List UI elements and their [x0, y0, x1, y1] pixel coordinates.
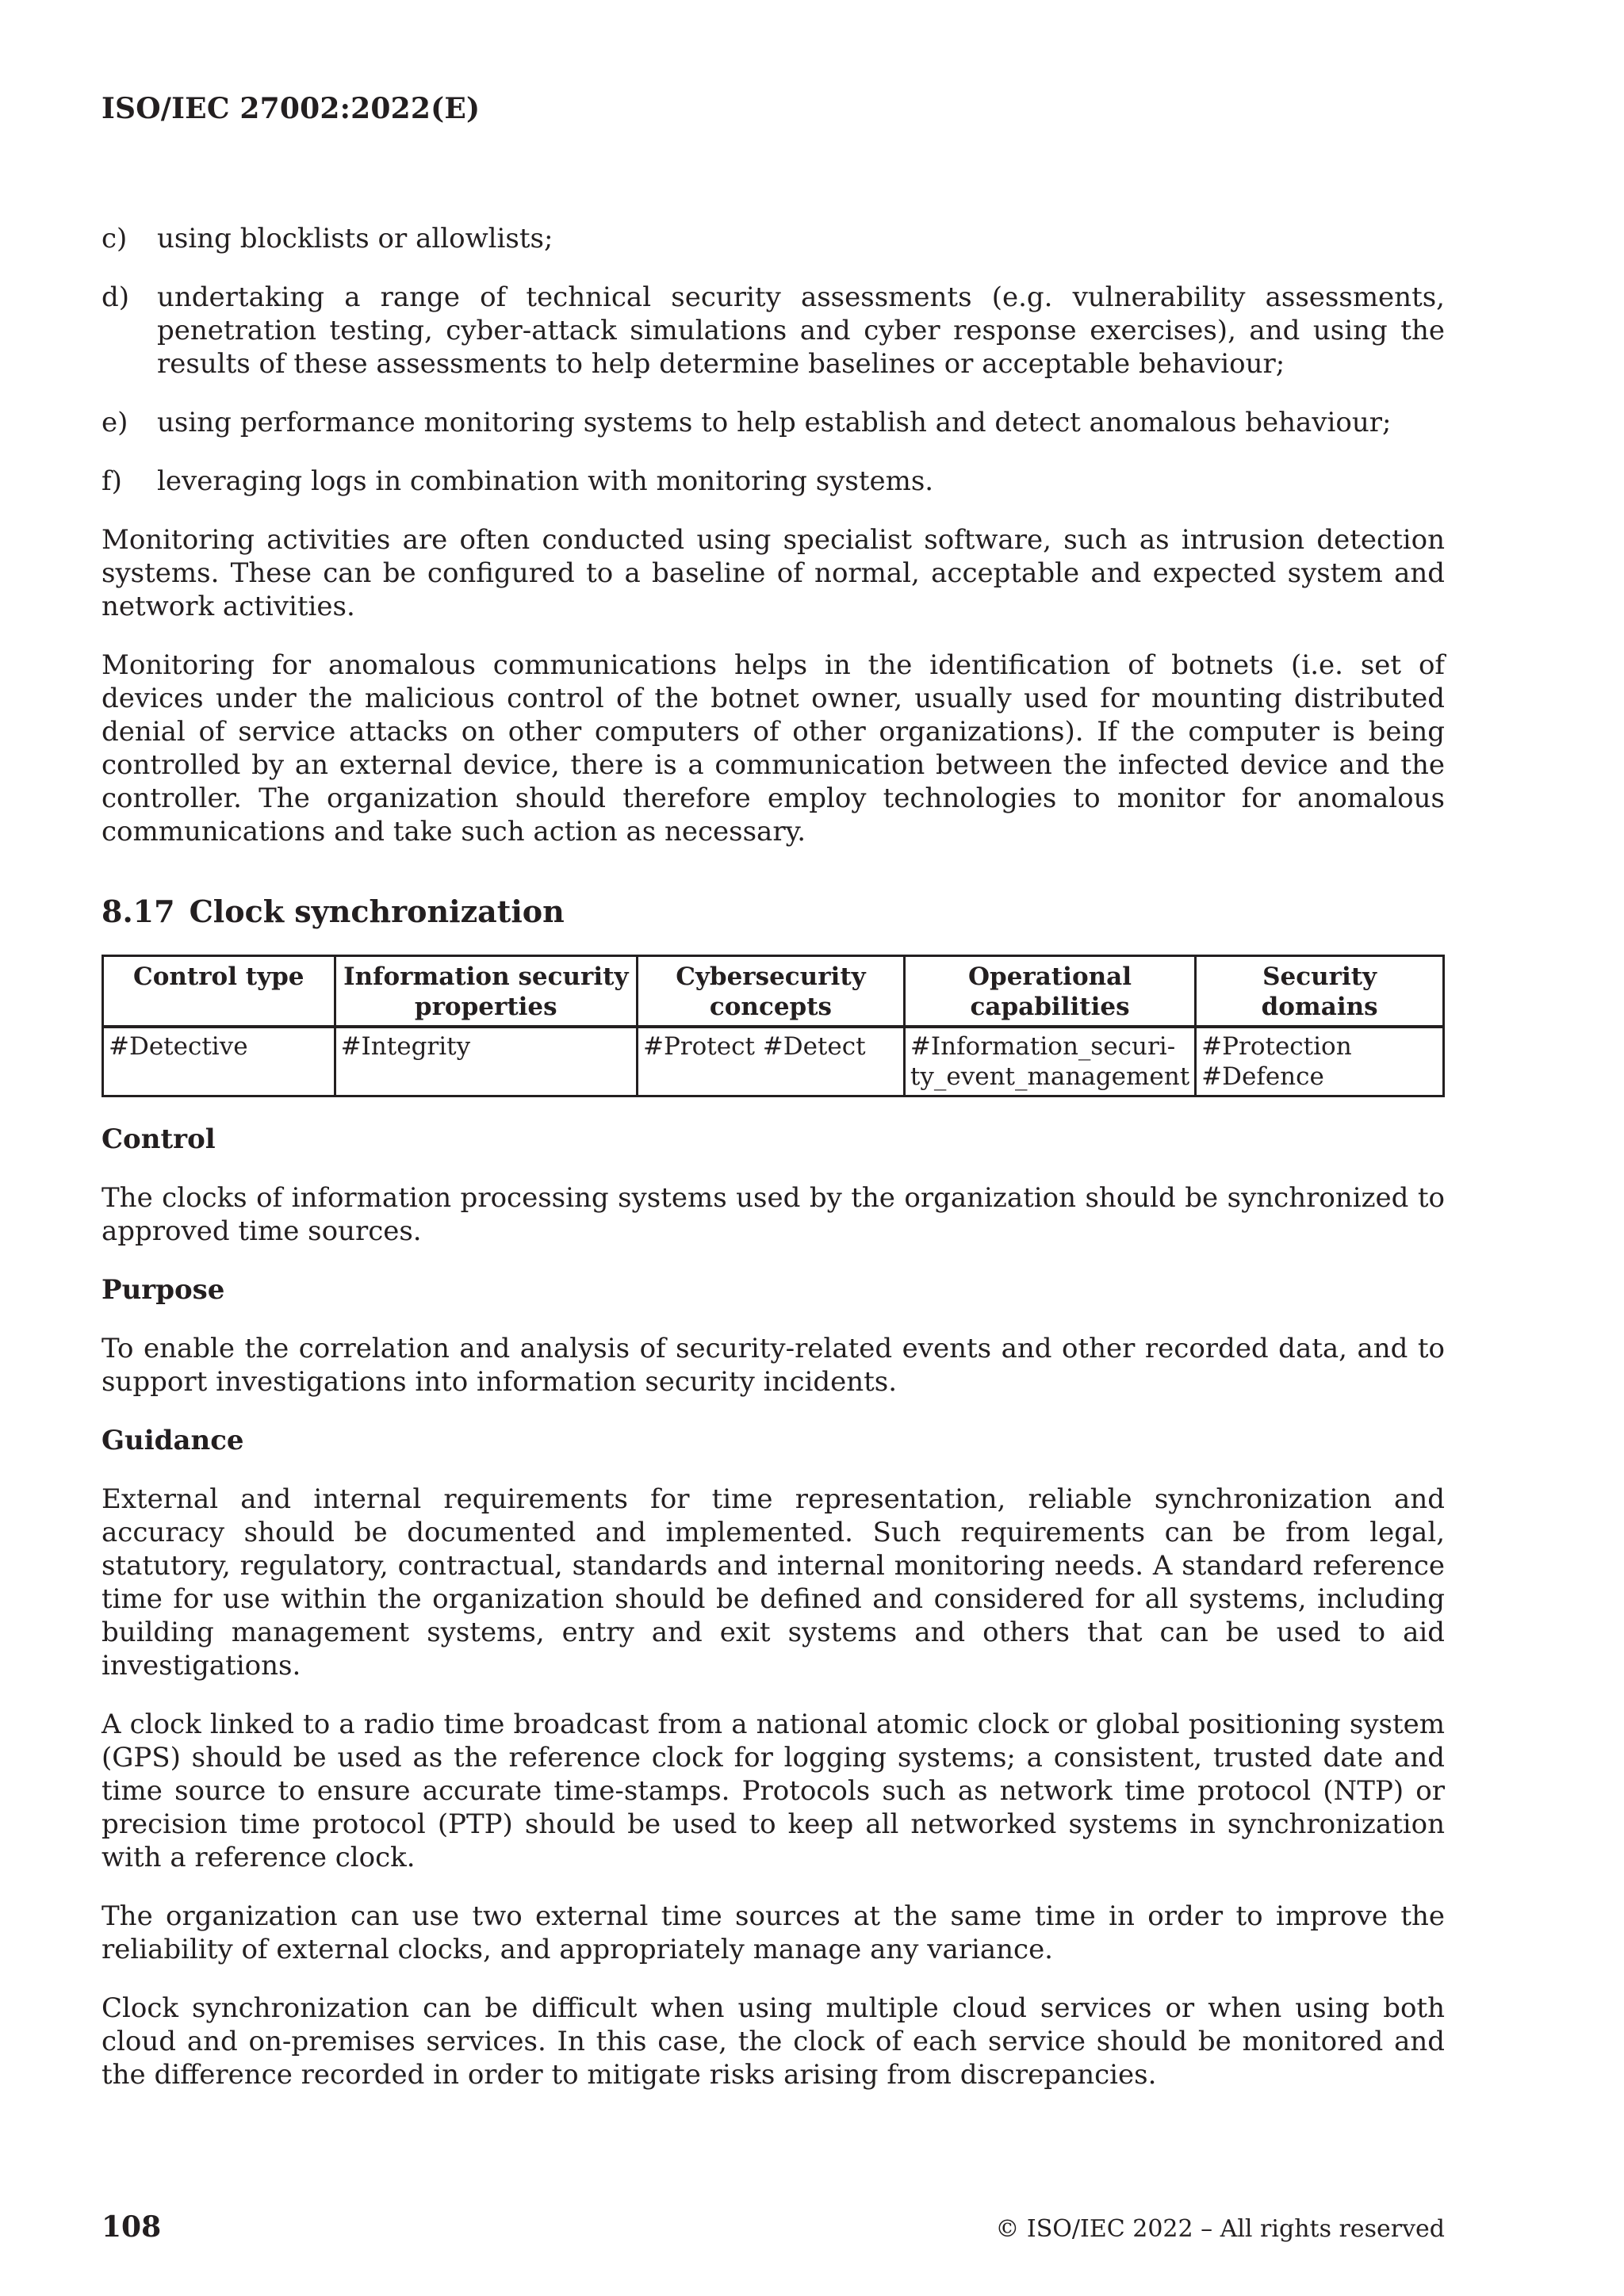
intro-paragraph: Monitoring for anomalous communications helps in the identification of botnets (i.e. set of devices under the malicious control of the botnet owner, usually used for mounting distributed denial of service attacks on other computers of other organizations). If the computer is being controlled by an external device, there is a communication between the infected device and the controller. The organization should therefore employ technologies to monitor for anomalous communications and take such action as necessary.	[102, 649, 1445, 848]
attributes-table	[102, 955, 1445, 1097]
list-item	[102, 222, 1445, 255]
guidance-heading: Guidance	[102, 1425, 244, 1456]
list-marker: f)	[102, 465, 122, 497]
document-id-header: ISO/IEC 27002:2022(E)	[102, 92, 481, 125]
cell-cybersecurity-concepts: #Protect #Detect	[637, 1027, 904, 1096]
purpose-heading: Purpose	[102, 1274, 225, 1306]
guidance-paragraph: Clock synchronization can be difficult when using multiple cloud services or when using both cloud and on-premises services. In this case, the clock of each service should be monitored and the difference recorded in order to mitigate risks arising from discrepancies.	[102, 1992, 1445, 2091]
copyright-notice: © ISO/IEC 2022 – All rights reserved	[995, 2215, 1445, 2243]
intro-paragraph: Monitoring activities are often conducted using specialist software, such as intrusion detection systems. These can be configured to a baseline of normal, acceptable and expected system and network activities.	[102, 524, 1445, 622]
page-content	[102, 222, 1445, 2117]
cell-security-domains: #Protection #Defence	[1196, 1027, 1444, 1096]
list-text: using blocklists or allowlists;	[157, 223, 553, 254]
list-item	[102, 281, 1445, 381]
list-item	[102, 465, 1445, 498]
control-heading: Control	[102, 1123, 216, 1155]
section-number: 8.17	[102, 894, 175, 929]
header-cybersecurity-concepts: Cybersecurity concepts	[637, 956, 904, 1027]
list-text: leveraging logs in combination with monitoring systems.	[157, 465, 934, 497]
cell-control-type: #Detective	[103, 1027, 335, 1096]
header-information-security-properties: Information security properties	[335, 956, 637, 1027]
cell-information-security-properties: #Integrity	[335, 1027, 637, 1096]
list-text: undertaking a range of technical security assessments (e.g. vulnerability assessments, penetration testing, cyber-attack simulations and cyber response exercises), and using the results of these assessments to help determine baselines or acceptable behaviour;	[157, 281, 1445, 380]
cell-operational-capabilities: #Information_securi-ty_event_management	[904, 1027, 1195, 1096]
list-item	[102, 406, 1445, 439]
page-number: 108	[102, 2210, 162, 2244]
guidance-paragraph: A clock linked to a radio time broadcast from a national atomic clock or global positioning system (GPS) should be used as the reference clock for logging systems; a consistent, trusted date and time source to ensure accurate time-stamps. Protocols such as network time protocol (NTP) or precision time protocol (PTP) should be used to keep all networked systems in synchronization with a reference clock.	[102, 1709, 1445, 1873]
guidance-paragraph: The organization can use two external time sources at the same time in order to improve the reliability of external clocks, and appropriately manage any variance.	[102, 1900, 1445, 1965]
header-control-type: Control type	[103, 956, 335, 1027]
purpose-text: To enable the correlation and analysis of security-related events and other recorded data, and to support investigations into information security incidents.	[102, 1333, 1445, 1398]
section-heading	[102, 893, 1445, 931]
list-marker: e)	[102, 407, 128, 438]
header-security-domains: Security domains	[1196, 956, 1444, 1027]
list-marker: d)	[102, 281, 130, 313]
guidance-paragraph: External and internal requirements for time representation, reliable synchronization and accuracy should be documented and implemented. Such requirements can be from legal, statutory, regulatory, contractual, standards and internal monitoring needs. A standard reference time for use within the organization should be defined and considered for all systems, including building management systems, entry and exit systems and others that can be used to aid investigations.	[102, 1483, 1445, 1682]
control-text: The clocks of information processing systems used by the organization should be synchronized to approved time sources.	[102, 1182, 1445, 1247]
table-header-row	[103, 956, 1444, 1027]
list-text: using performance monitoring systems to help establish and detect anomalous behaviour;	[157, 407, 1392, 438]
table-row	[103, 1027, 1444, 1096]
header-operational-capabilities: Operational capabilities	[904, 956, 1195, 1027]
section-title: Clock synchronization	[189, 894, 565, 929]
list-marker: c)	[102, 223, 128, 254]
